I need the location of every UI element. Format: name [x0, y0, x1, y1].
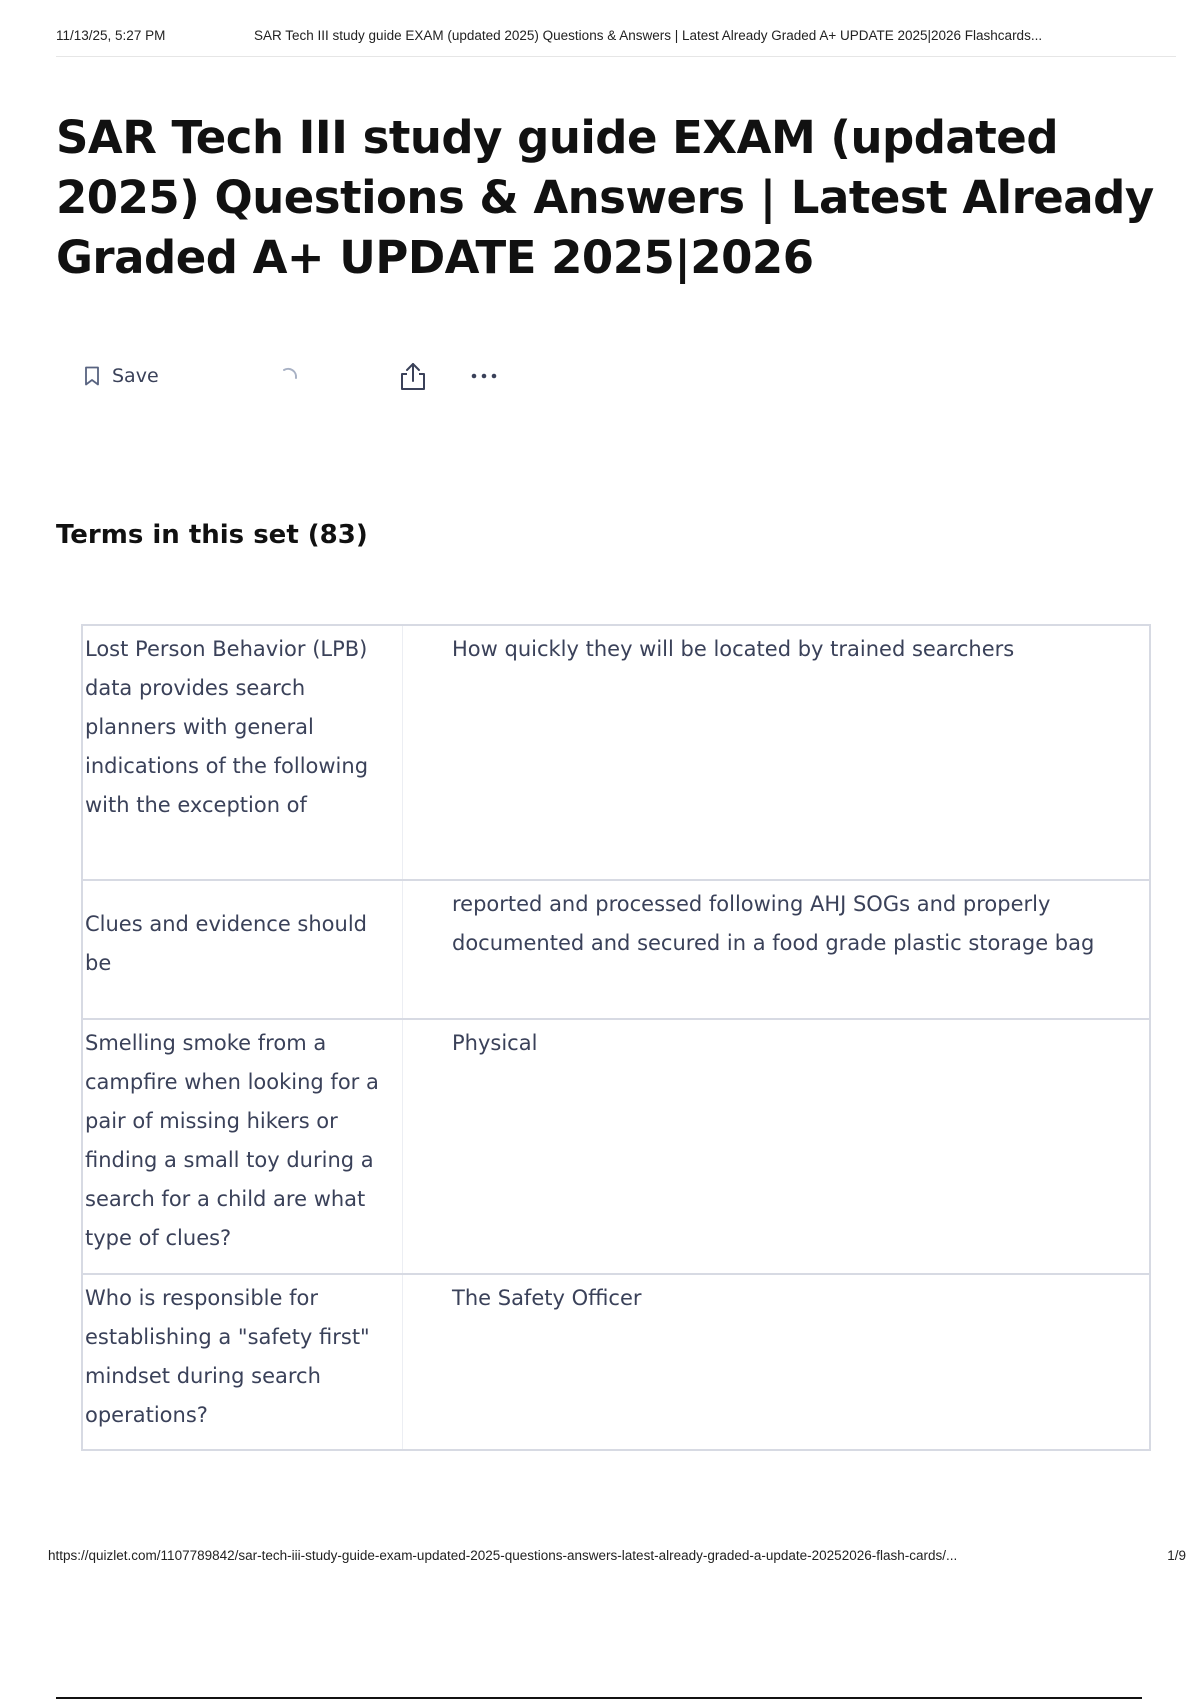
- term-row: [83, 1018, 1149, 1273]
- print-url[interactable]: https://quizlet.com/1107789842/sar-tech-iii-study-guide-exam-updated-2025-questions-answers-latest-already-graded-a-update-20252026-flash-cards/...: [48, 1548, 958, 1563]
- definition-cell: Physical: [452, 1031, 538, 1055]
- term-cell: Who is responsible for establishing a "safety first" mindset during search operations?: [83, 1275, 403, 1449]
- definition-cell: The Safety Officer: [452, 1286, 642, 1310]
- print-header: [56, 28, 1176, 57]
- print-footer: [48, 1548, 1186, 1563]
- term-cell: Lost Person Behavior (LPB) data provides search planners with general indications of the following with the exception of: [83, 626, 403, 879]
- page-number: 1/9: [1167, 1548, 1186, 1563]
- loading-spinner-icon: [278, 364, 302, 392]
- print-doc-title: SAR Tech III study guide EXAM (updated 2025) Questions & Answers | Latest Already Graded A+ UPDATE 2025|2026 Flashcards...: [254, 28, 1043, 43]
- bookmark-icon: [84, 366, 100, 386]
- term-row: [83, 626, 1149, 879]
- print-date: 11/13/25, 5:27 PM: [56, 28, 166, 43]
- term-cell: Smelling smoke from a campfire when looking for a pair of missing hikers or finding a small toy during a search for a child are what type of clues?: [83, 1020, 403, 1273]
- toolbar: [84, 360, 159, 392]
- definition-cell: How quickly they will be located by trained searchers: [452, 637, 1015, 661]
- share-icon[interactable]: [398, 360, 428, 396]
- page-title: SAR Tech III study guide EXAM (updated 2025) Questions & Answers | Latest Already Graded A+ UPDATE 2025|2026: [56, 111, 1154, 284]
- terms-heading: Terms in this set (83): [56, 520, 368, 550]
- term-row: [83, 879, 1149, 1018]
- term-row: [83, 1273, 1149, 1449]
- save-button[interactable]: [84, 365, 159, 387]
- save-label: Save: [112, 365, 159, 387]
- term-cell: Clues and evidence should be: [83, 881, 403, 1018]
- definition-cell: reported and processed following AHJ SOGs and properly documented and secured in a food grade plastic storage bag: [452, 892, 1095, 955]
- more-options-icon[interactable]: [468, 360, 502, 396]
- terms-table: [81, 624, 1151, 1451]
- bottom-rule: [56, 1697, 1142, 1699]
